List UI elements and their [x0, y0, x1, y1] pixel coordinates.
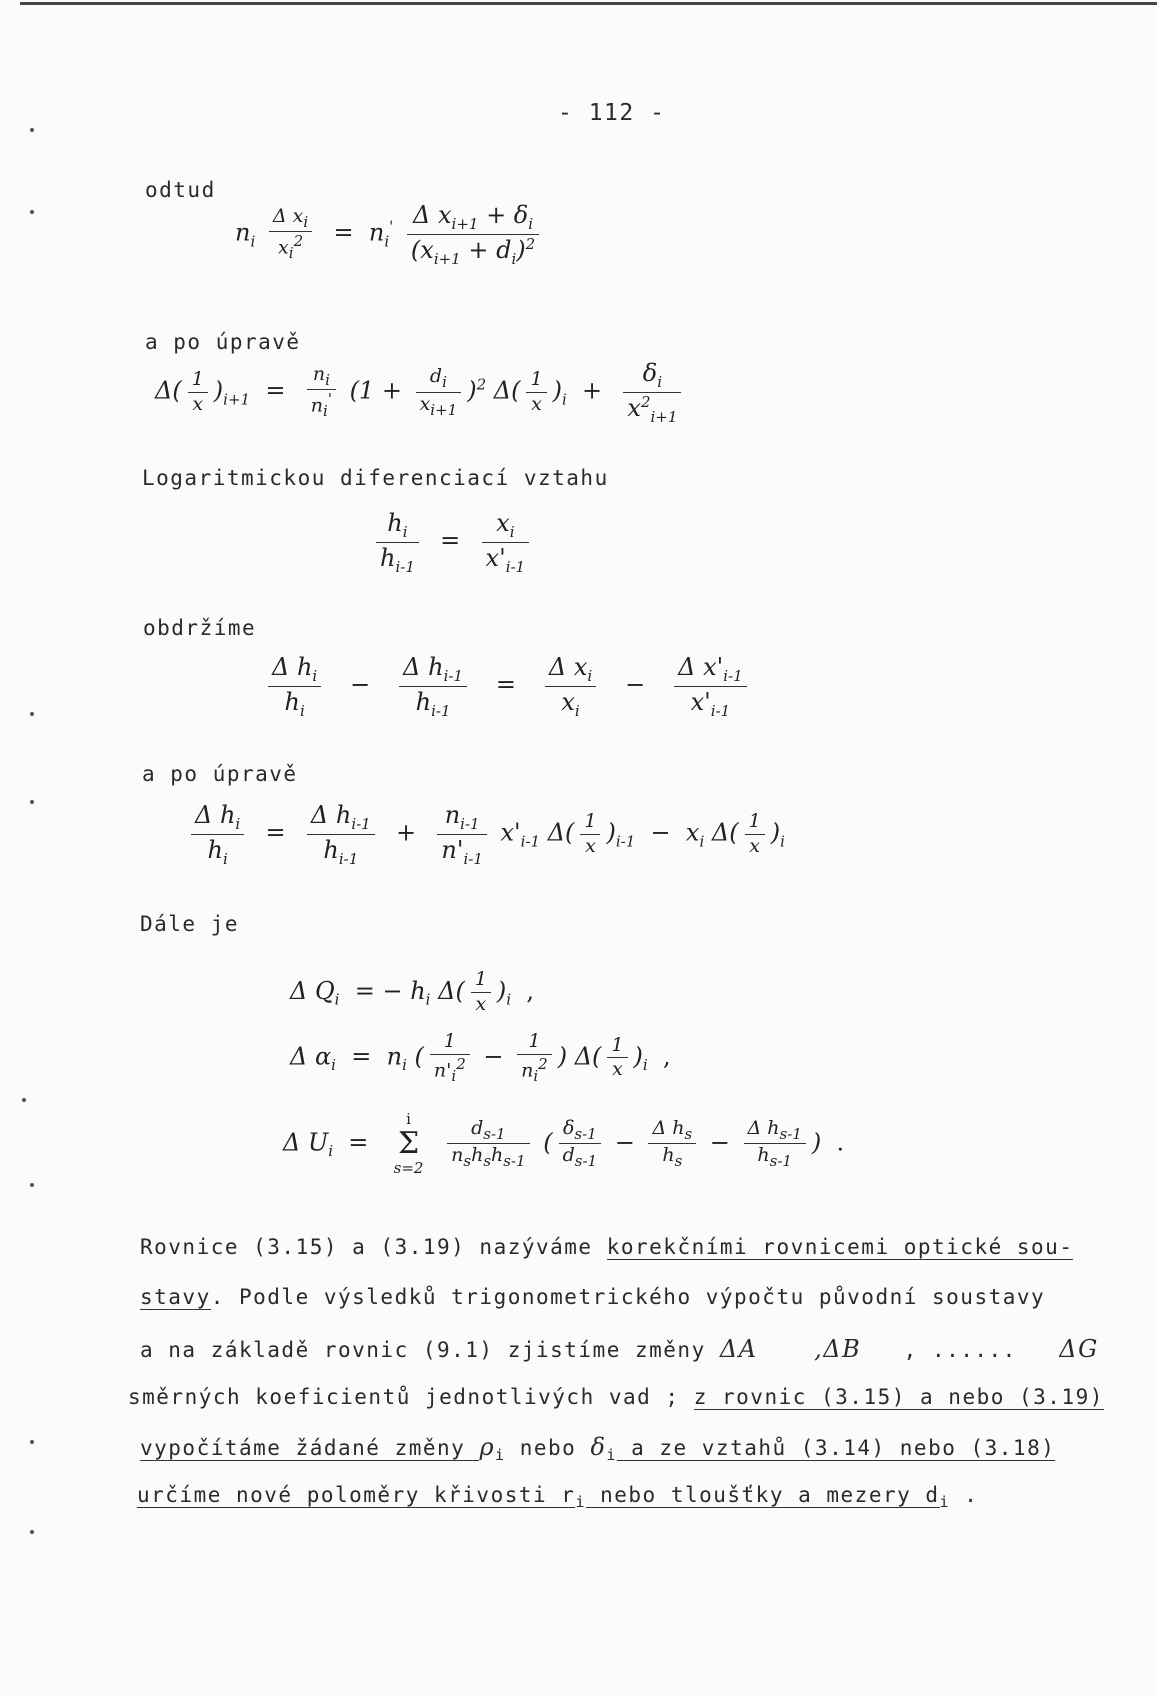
underlined-term: vypočítáme žádané změny [140, 1436, 480, 1460]
margin-mark [30, 1183, 34, 1187]
text-segment: . Podle výsledků trigonometrického výpočtu původní soustavy [210, 1285, 1046, 1309]
text-segment: a na základě rovnic (9.1) zjistíme změny [140, 1338, 720, 1362]
margin-mark [30, 712, 34, 716]
underlined-term: nebo tloušťky a mezery d [585, 1483, 940, 1507]
page-number: - 112 - [558, 100, 666, 126]
underlined-term: korekčními rovnicemi optické sou- [606, 1235, 1074, 1259]
margin-mark [30, 128, 34, 132]
margin-mark [30, 1440, 34, 1444]
text-segment: . [950, 1483, 979, 1507]
paragraph-line-4 [128, 1385, 1104, 1409]
subscript-i: i [939, 1493, 951, 1512]
subscript-i: i [495, 1446, 506, 1465]
margin-mark [22, 1098, 26, 1102]
underlined-term: stavy [140, 1285, 211, 1309]
paragraph-line-1 [140, 1235, 1073, 1259]
top-border-line [20, 2, 1157, 5]
text-segment: Rovnice (3.15) a (3.19) nazýváme [140, 1235, 607, 1259]
text-obdrzime: obdržíme [143, 616, 257, 640]
paragraph-line-5 [140, 1433, 1055, 1464]
delta-g-symbol: ΔG [1059, 1335, 1099, 1363]
underlined-term: z rovnic (3.15) a nebo (3.19) [693, 1385, 1104, 1409]
text-dale-je: Dále je [140, 912, 240, 936]
paragraph-line-3 [140, 1335, 1099, 1363]
margin-mark [30, 800, 34, 804]
equation-2: Δ( $\frac{1}{x}$ )$_{i+1}$ = $\frac{n_i}{n_i'}$ (1 + $\frac{d_i}{x_{i+1}}$ )$^2$ Δ( $\frac{1}{x}$ )$_i$ + $\frac{\delta_i}{x^2_{i+1}}$ [155, 358, 687, 426]
text-segment: směrných koeficientů jednotlivých vad ; [128, 1385, 694, 1409]
paragraph-line-6 [137, 1483, 978, 1511]
equation-6: Δ $Q_i$ = − $h_i$ Δ( $\frac{1}{x}$ )$_i$ , [290, 968, 534, 1015]
underlined-term: a ze vztahů (3.14) nebo (3.18) [616, 1436, 1056, 1460]
equation-1: $n_i$ $\frac{\Delta x_i}{x_i^2}$ = $n_i'$ $\frac{\Delta x_{i+1} + \delta_i}{(x_{i+1} + d_i)^2}$ [235, 200, 545, 268]
subscript-i: i [606, 1446, 617, 1465]
text-a-po-uprave-1: a po úpravě [145, 330, 301, 354]
subscript-i: i [575, 1493, 586, 1512]
equation-4: $\frac{\Delta h_i}{h_i}$ − $\frac{\Delta h_{i-1}}{h_{i-1}}$ = $\frac{\Delta x_i}{x_i}$ − $\frac{\Delta x'_{i-1}}{x'_{i-1}}$ [262, 652, 753, 720]
equation-8: Δ $U_i$ = i Σ s=2 $\frac{d_{s-1}}{n_sh_sh_{s-1}}$ ( $\frac{\delta_{s-1}}{d_{s-1}}$ − $\frac{\Delta h_s}{h_s}$ − $\frac{\Delta h_{s-1}}{h_{s-1}}$ ) . [283, 1110, 845, 1177]
margin-mark [30, 210, 34, 214]
underlined-term: určíme nové poloměry křivosti r [137, 1483, 576, 1507]
equation-7: Δ $\alpha_i = n_i$ ( $\frac{1}{n'_i^2}$ − $\frac{1}{n_i^2}$ ) Δ( $\frac{1}{x}$ )$_i$ , [290, 1030, 671, 1085]
text-logaritmickou: Logaritmickou diferenciací vztahu [142, 466, 609, 490]
equation-5: $\frac{\Delta h_i}{h_i}$ = $\frac{\Delta h_{i-1}}{h_{i-1}}$ + $\frac{n_{i-1}}{n'_{i-1}}$ $x'_{i-1}$ Δ( $\frac{1}{x}$ )$_{i-1} - x_i$ Δ( $\frac{1}{x}$ )$_i$ [185, 800, 785, 868]
delta-symbol: δ [590, 1433, 607, 1461]
text-a-po-uprave-2: a po úpravě [142, 762, 298, 786]
rho-symbol: ρ [479, 1433, 496, 1461]
delta-a-symbol: ΔA [719, 1335, 758, 1363]
text-segment: nebo [505, 1436, 591, 1460]
paragraph-line-2 [140, 1285, 1045, 1309]
text-odtud: odtud [145, 178, 216, 202]
delta-b-symbol: ,ΔB [814, 1335, 862, 1363]
equation-3: $\frac{h_i}{h_{i-1}}$ = $\frac{x_i}{x'_{i-1}}$ [370, 508, 535, 576]
margin-mark [30, 1530, 34, 1534]
ellipsis: , ...... [903, 1338, 1017, 1362]
